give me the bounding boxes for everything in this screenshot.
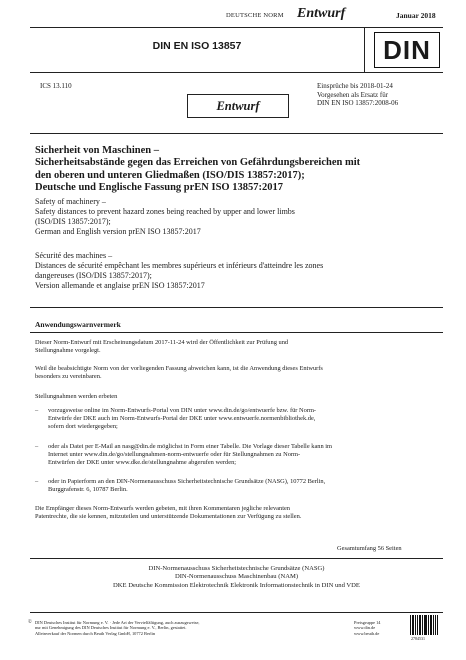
bullet-email	[48, 443, 442, 468]
ics-code: ICS 13.110	[40, 82, 72, 90]
bullet-line: vorzugsweise online im Norm-Entwurfs-Portal von DIN unter www.din.de/go/entwuerfe bzw. für Norm-	[48, 407, 317, 414]
notice-heading-rule	[30, 332, 443, 333]
title-english	[35, 197, 440, 237]
title-german-line: Sicherheitsabstände gegen das Erreichen von Gefährdungsbereichen mit	[35, 157, 361, 169]
footer-line: DIN Deutsches Institut für Normung e. V. · Jede Art der Vervielfältigung, auch auszugsweise,	[35, 620, 200, 625]
bullet-dash: –	[35, 443, 39, 450]
title-french-line: Distances de sécurité empêchant les membres supérieurs et inférieurs d'atteindre les zones	[35, 261, 324, 270]
title-english-line: (ISO/DIS 13857:2017);	[35, 217, 111, 226]
top-rule	[30, 27, 443, 28]
title-german	[35, 145, 440, 195]
title-english-line: German and English version prEN ISO 13857:2017	[35, 227, 201, 236]
bullet-line: Entwürfen der DKE unter www.dke.de/stellungnahme abgerufen werden;	[48, 459, 237, 467]
copyright-text	[35, 620, 325, 636]
notice-paragraph-2	[35, 365, 440, 381]
bullet-line: Internet unter www.din.de/go/stellungnahmen-norm-entwuerfe oder für Stellungnahmen zu Norm-	[48, 451, 301, 459]
title-german-line: den oberen und unteren Gliedmaßen (ISO/DIS 13857:2017);	[35, 169, 305, 181]
title-english-line: Safety distances to prevent hazard zones being reached by upper and lower limbs	[35, 207, 295, 216]
bullet-line: Entwürfe der DKE auch im Norm-Entwurfs-Portal der DKE unter www.entwuerfe.normenbibliothek.de,	[48, 415, 316, 423]
notice-paragraph-4	[35, 505, 440, 521]
standard-number: DIN EN ISO 13857	[152, 40, 242, 52]
status-label: Entwurf	[297, 6, 346, 21]
paragraph-line: Stellungnahme vorgelegt.	[35, 347, 101, 355]
paragraph-line: Patentrechte, die sie kennen, mitzuteilen und unterstützende Dokumentationen zur Verfügung zu stellen.	[35, 513, 302, 521]
barcode-icon	[410, 615, 438, 635]
draft-stamp	[187, 94, 289, 118]
website-din: www.din.de	[354, 625, 376, 631]
titles-top-rule	[30, 133, 443, 134]
committee-line: DIN-Normenausschuss Sicherheitstechnische Grundsätze (NASG)	[148, 565, 325, 572]
bullet-line: oder in Papierform an den DIN-Normenausschuss Sicherheitstechnische Grundsätze (NASG), 10772 Berlin,	[48, 478, 326, 485]
committee-line: DKE Deutsche Kommission Elektrotechnik Elektronik Informationstechnik in DIN und VDE	[113, 581, 360, 589]
committees	[30, 565, 443, 590]
footer-rule	[30, 612, 443, 613]
notice-heading: Anwendungswarnvermerk	[35, 320, 121, 329]
committee-line: DIN-Normenausschuss Maschinenbau (NAM)	[174, 573, 299, 581]
replacement-line-1: Vorgesehen als Ersatz für	[317, 90, 389, 99]
objections-deadline: Einsprüche bis 2018-01-24	[317, 82, 393, 90]
title-block-rule	[30, 72, 443, 73]
page-count: Gesamtumfang 56 Seiten	[337, 545, 402, 552]
title-french-line: dangereuses (ISO/DIS 13857:2017);	[35, 271, 152, 280]
website-beuth: www.beuth.de	[354, 630, 380, 636]
bullet-online	[48, 407, 442, 432]
din-logo	[374, 32, 440, 68]
bullet-paper	[48, 478, 442, 494]
title-german-line: Sicherheit von Maschinen –	[35, 145, 159, 156]
notice-paragraph-1	[35, 339, 440, 355]
title-french	[35, 251, 440, 291]
draft-label: Entwurf	[216, 98, 260, 113]
committees-top-rule	[30, 558, 443, 559]
bullet-dash: –	[35, 478, 39, 485]
title-german-line: Deutsche und Englische Fassung prEN ISO 13857:2017	[35, 182, 283, 194]
title-french-line: Version allemande et anglaise prEN ISO 13857:2017	[35, 281, 205, 290]
replacement-note	[317, 82, 398, 108]
din-logo-text: DIN	[383, 35, 431, 65]
issue-date: Januar 2018	[396, 11, 436, 20]
title-block-divider	[364, 27, 365, 72]
notice-paragraph-3: Stellungnahmen werden erbeten	[35, 393, 118, 400]
copyright-symbol: ©	[28, 620, 32, 625]
price-info	[354, 620, 380, 636]
bullet-line: sofern dort wiedergegeben;	[48, 423, 118, 431]
title-french-line: Sécurité des machines –	[35, 251, 113, 260]
paragraph-line: Dieser Norm-Entwurf mit Erscheinungsdatum 2017-11-24 wird der Öffentlichkeit zur Prüfung und	[35, 339, 289, 346]
standard-org-label: DEUTSCHE NORM	[226, 12, 284, 19]
paragraph-line: Weil die beabsichtigte Norm von der vorliegenden Fassung abweichen kann, ist die Anwendung dieses Entwurfs	[35, 365, 323, 372]
price-group: Preisgruppe 14	[354, 620, 381, 625]
paragraph-line: besonders zu vereinbaren.	[35, 373, 102, 381]
document-number: 2784531	[411, 636, 425, 641]
bullet-dash: –	[35, 407, 39, 414]
bullet-line: Burggrafenstr. 6, 10787 Berlin.	[48, 486, 128, 494]
footer-line: nur mit Genehmigung des DIN Deutsches Institut für Normung e. V., Berlin, gestattet.	[35, 625, 187, 631]
replacement-line-2: DIN EN ISO 13857:2008-06	[317, 99, 399, 107]
footer-line: Alleinverkauf der Normen durch Beuth Verlag GmbH, 10772 Berlin	[35, 630, 156, 636]
title-english-line: Safety of machinery –	[35, 197, 106, 206]
bullet-line: oder als Datei per E-Mail an nasg@din.de möglichst in Form einer Tabelle. Die Vorlage dieser Tabelle kann im	[48, 443, 333, 450]
paragraph-line: Die Empfänger dieses Norm-Entwurfs werden gebeten, mit ihren Kommentaren jegliche relevanten	[35, 505, 290, 512]
notice-top-rule	[30, 307, 443, 308]
